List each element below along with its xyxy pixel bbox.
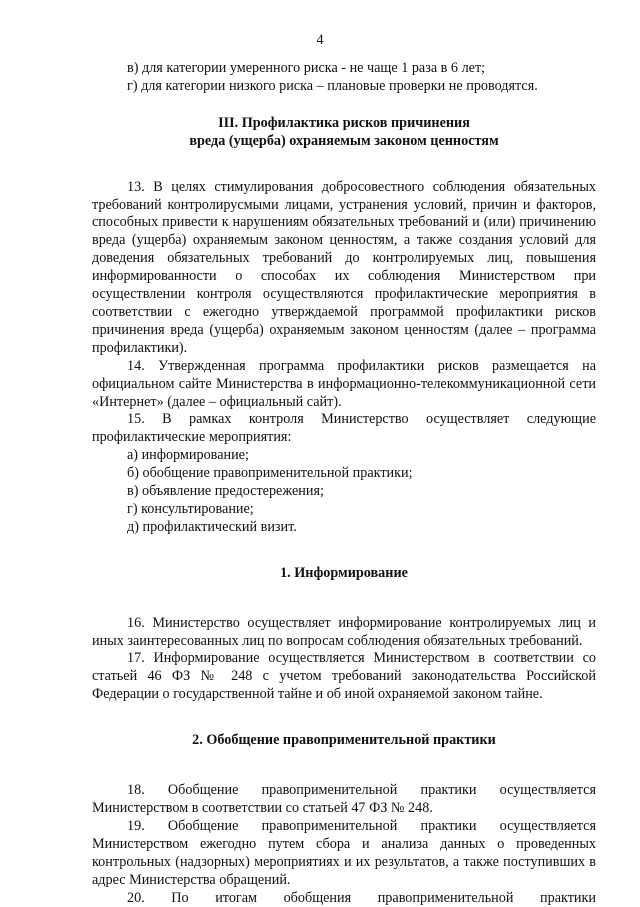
section-3-title: [92, 115, 596, 151]
paragraph-15: 15. В рамках контроля Министерство осуществляет следующие профилактические мероприятия:: [92, 411, 596, 446]
measure-item: д) профилактический визит.: [127, 518, 297, 535]
section-3-title-line2: вреда (ущерба) охраняемым законом ценностям: [189, 132, 499, 149]
section-informing-title: 1. Информирование: [280, 564, 408, 581]
paragraph-19: 19. Обобщение правоприменительной практики осуществляется Министерством ежегодно путем сбора и анализа данных о проведенных контрольных (надзорных) мероприятиях и их результатов, а также поступивших в адрес Министерства обращений.: [92, 817, 596, 888]
measure-item: б) обобщение правоприменительной практики;: [127, 465, 413, 482]
paragraph-18: 18. Обобщение правоприменительной практики осуществляется Министерством в соответствии со статьей 47 ФЗ № 248.: [92, 782, 596, 816]
paragraph-14: 14. Утвержденная программа профилактики рисков размещается на официальном сайте Министерства в информационно-телекоммуникационной сети «Интернет» (далее – официальный сайт).: [92, 357, 596, 410]
paragraph-17: 17. Информирование осуществляется Министерством в соответствии со статьей 46 ФЗ № 248 с учетом требований законодательства Российской Федерации о государственной тайне и об иной охраняемой законом тайне.: [92, 650, 596, 703]
paragraph-13: 13. В целях стимулирования добросовестного соблюдения обязательных требований контролирусмыми лицами, устранения условий, причин и факторов, способных привести к нарушениям обязательных требований и (или) причинению вреда (ущерба) охраняемым законом ценностям, а также создания условий для доведения обязательных требований до контролируемых лиц, повышения информированности о способах их соблюдения Министерством при осуществлении контроля осуществляются профилактические мероприятия в соответствии с ежегодно утверждаемой программой профилактики рисков причинения вреда (ущерба) охраняемым законом ценностям (далее – программа профилактики).: [92, 178, 596, 356]
measure-item: а) информирование;: [127, 447, 249, 464]
paragraph-20: 20. По итогам обобщения правоприменительной практики: [127, 889, 596, 906]
section-3-title-line1: III. Профилактика рисков причинения: [218, 114, 470, 131]
page-content: [92, 60, 596, 907]
risk-item-low: г) для категории низкого риска – плановые проверки не проводятся.: [127, 77, 538, 94]
paragraph-16: 16. Министерство осуществляет информирование контролируемых лиц и иных заинтересованных лиц по вопросам соблюдения обязательных требований.: [92, 614, 596, 649]
section-practice-title: 2. Обобщение правоприменительной практики: [192, 732, 496, 749]
risk-item-moderate: в) для категории умеренного риска - не чаще 1 раза в 6 лет;: [127, 60, 486, 76]
measure-item: г) консультирование;: [127, 500, 254, 517]
page-number: 4: [316, 32, 324, 48]
measure-item: в) объявление предостережения;: [127, 483, 324, 500]
